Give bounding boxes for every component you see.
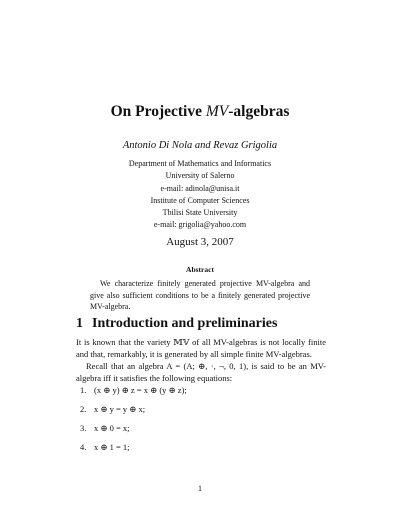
email-line: e-mail: adinola@unisa.it xyxy=(160,183,240,193)
section-heading xyxy=(76,316,277,332)
paragraph: It is known that the variety 𝕄𝕍 of all MV-algebras is not locally finite and that, remarkably, it is generated by all simple finite MV-algebras. xyxy=(76,337,326,360)
email-line: e-mail: grigolia@yahoo.com xyxy=(153,220,247,230)
paper-title: On Projective MV-algebras xyxy=(110,103,290,120)
authors: Antonio Di Nola and Revaz Grigolia xyxy=(122,140,278,151)
section-title: Introduction and preliminaries xyxy=(92,316,278,331)
abstract-text: We characterize finitely generated projective MV-algebra and give also sufficient conditions to be a finitely generated projective MV-algebra. xyxy=(90,279,310,311)
affiliation-line: Department of Mathematics and Informatics xyxy=(128,159,272,168)
section-number: 1 xyxy=(76,316,83,331)
affiliation-line: Institute of Computer Sciences xyxy=(150,195,250,205)
affiliations xyxy=(0,158,400,232)
affiliation-line: Tbilisi State University xyxy=(162,208,238,218)
date: August 3, 2007 xyxy=(166,236,234,248)
page-number: 1 xyxy=(198,484,202,493)
abstract-heading: Abstract xyxy=(186,265,214,274)
axiom-item: 3. x ⊕ 0 = x; xyxy=(80,423,130,433)
affiliation-line: University of Salerno xyxy=(165,171,235,181)
axiom-item: 1. (x ⊕ y) ⊕ z = x ⊕ (y ⊕ z); xyxy=(80,385,187,395)
paragraph: Recall that an algebra A = (A; ⊕, ·, ¬, 0, 1), is said to be an MV-algebra iff it satisfies the following equations: xyxy=(76,361,326,384)
axiom-item: 2. x ⊕ y = y ⊕ x; xyxy=(80,404,146,414)
axiom-item: 4. x ⊕ 1 = 1; xyxy=(80,442,130,452)
